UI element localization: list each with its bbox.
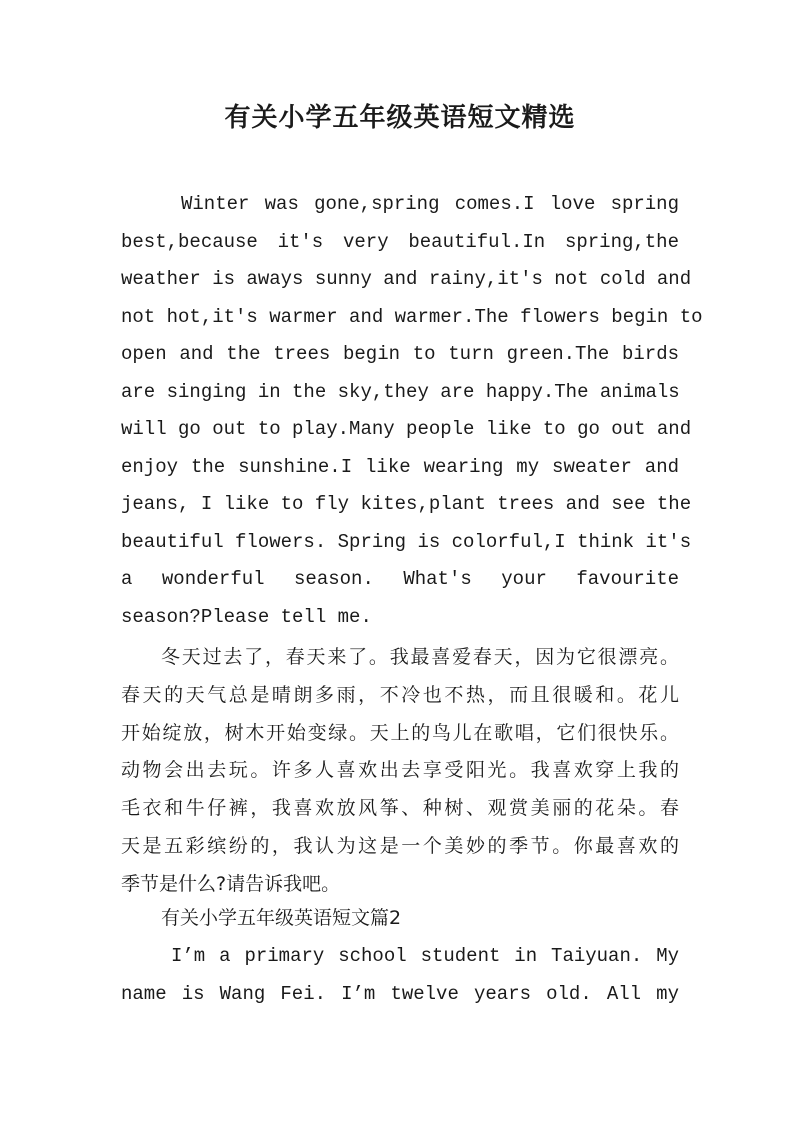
text-line: 动物会出去玩。许多人喜欢出去享受阳光。我喜欢穿上我的 — [121, 759, 679, 782]
text-line: 冬天过去了，春天来了。我最喜爱春天，因为它很漂亮。 — [161, 646, 679, 668]
text-line: jeans, I like to fly kites,plant trees and see the — [121, 493, 692, 515]
text-line: 天是五彩缤纷的，我认为这是一个美妙的季节。你最喜欢的 — [121, 834, 679, 857]
chinese-paragraph-1 — [121, 639, 679, 904]
text-line: will go out to play.Many people like to go out and — [121, 418, 692, 440]
document-title: 有关小学五年级英语短文精选 — [224, 103, 576, 133]
text-line: Winter was gone,spring comes.I love spring — [181, 193, 679, 215]
text-line: 开始绽放，树木开始变绿。天上的鸟儿在歌唱，它们很快乐。 — [121, 721, 679, 744]
text-line: 季节是什么?请告诉我吧。 — [121, 872, 341, 895]
text-line: season?Please tell me. — [121, 605, 372, 628]
text-line: a wonderful season. What's your favourite — [121, 568, 679, 590]
text-line: I’m a primary school student in Taiyuan. My — [171, 945, 679, 967]
english-paragraph-1 — [121, 186, 703, 636]
text-line: best,because it's very beautiful.In spring,the — [121, 230, 679, 253]
text-line: enjoy the sunshine.I like wearing my sweater and — [121, 455, 679, 478]
text-line: 春天的天气总是晴朗多雨，不冷也不热，而且很暖和。花儿 — [121, 683, 679, 706]
section-heading: 有关小学五年级英语短文篇2 — [161, 907, 402, 929]
text-line: 毛衣和牛仔裤，我喜欢放风筝、种树、观赏美丽的花朵。春 — [121, 797, 679, 820]
text-line: not hot,it's warmer and warmer.The flowers begin to — [121, 305, 703, 328]
text-line: are singing in the sky,they are happy.The animals — [121, 380, 680, 403]
text-line: weather is aways sunny and rainy,it's not cold and — [121, 268, 692, 290]
text-line: name is Wang Fei. I’m twelve years old. All my — [121, 982, 679, 1005]
english-paragraph-2 — [121, 938, 679, 1013]
text-line: open and the trees begin to turn green.The birds — [121, 343, 679, 365]
text-line: beautiful flowers. Spring is colorful,I think it's — [121, 530, 692, 553]
